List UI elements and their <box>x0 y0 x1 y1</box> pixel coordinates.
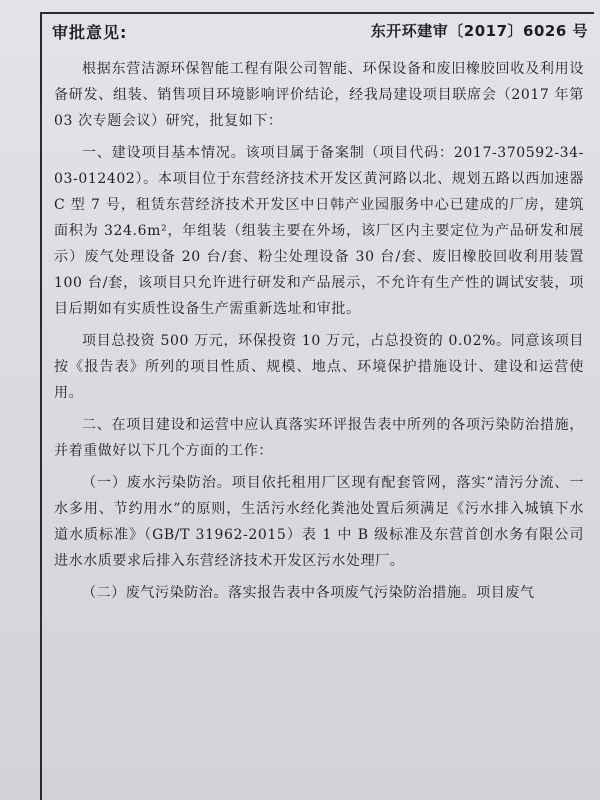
approval-body <box>54 56 584 606</box>
paragraph-wastewater: （一）废水污染防治。项目依托租用厂区现有配套管网，落实“清污分流、一水多用、节约用水”的原则，生活污水经化粪池处置后须满足《污水排入城镇下水道水质标准》（GB/T 31962-2015）表 1 中 B 级标准及东营首创水务有限公司进水水质要求后排入东营经济技术开发区污水处理厂。 <box>54 475 584 569</box>
form-border-left <box>40 12 42 800</box>
approval-opinion-label: 审批意见: <box>52 23 128 42</box>
paragraph-intro: 根据东营洁源环保智能工程有限公司智能、环保设备和废旧橡胶回收及利用设备研发、组装、销售项目环境影响评价结论，经我局建设项目联席会（2017 年第 03 次专题会议）研究，批复如下： <box>54 61 584 129</box>
approval-header <box>52 20 588 44</box>
form-border-top <box>40 12 594 14</box>
paragraph-exhaust-gas: （二）废气污染防治。落实报告表中各项废气污染防治措施。项目废气 <box>82 585 535 601</box>
paragraph-basic-info: 一、建设项目基本情况。该项目属于备案制（项目代码：2017-370592-34-03-012402）。本项目位于东营经济技术开发区黄河路以北、规划五路以西加速器 C 型 7 号，租赁东营经济技术开发区中日韩产业园服务中心已建成的厂房，建筑面积为 324.6m²，年组装（组装主要在外场，该厂区内主要定位为产品研发和展示）废气处理设备 20 台/套、粉尘处理设备 30 台/套、废旧橡胶回收利用装置 100 台/套，该项目只允许进行研发和产品展示，不允许有生产性的调试安装，项目后期如有实质性设备生产需重新选址和审批。 <box>54 145 584 317</box>
paragraph-pollution-measures: 二、在项目建设和运营中应认真落实环评报告表中所列的各项污染防治措施，并着重做好以下几个方面的工作： <box>54 417 584 459</box>
document-number: 东开环建审〔2017〕6026 号 <box>370 22 588 40</box>
paragraph-investment: 项目总投资 500 万元，环保投资 10 万元，占总投资的 0.02%。同意该项目按《报告表》所列的项目性质、规模、地点、环境保护措施设计、建设和运营使用。 <box>54 333 584 401</box>
